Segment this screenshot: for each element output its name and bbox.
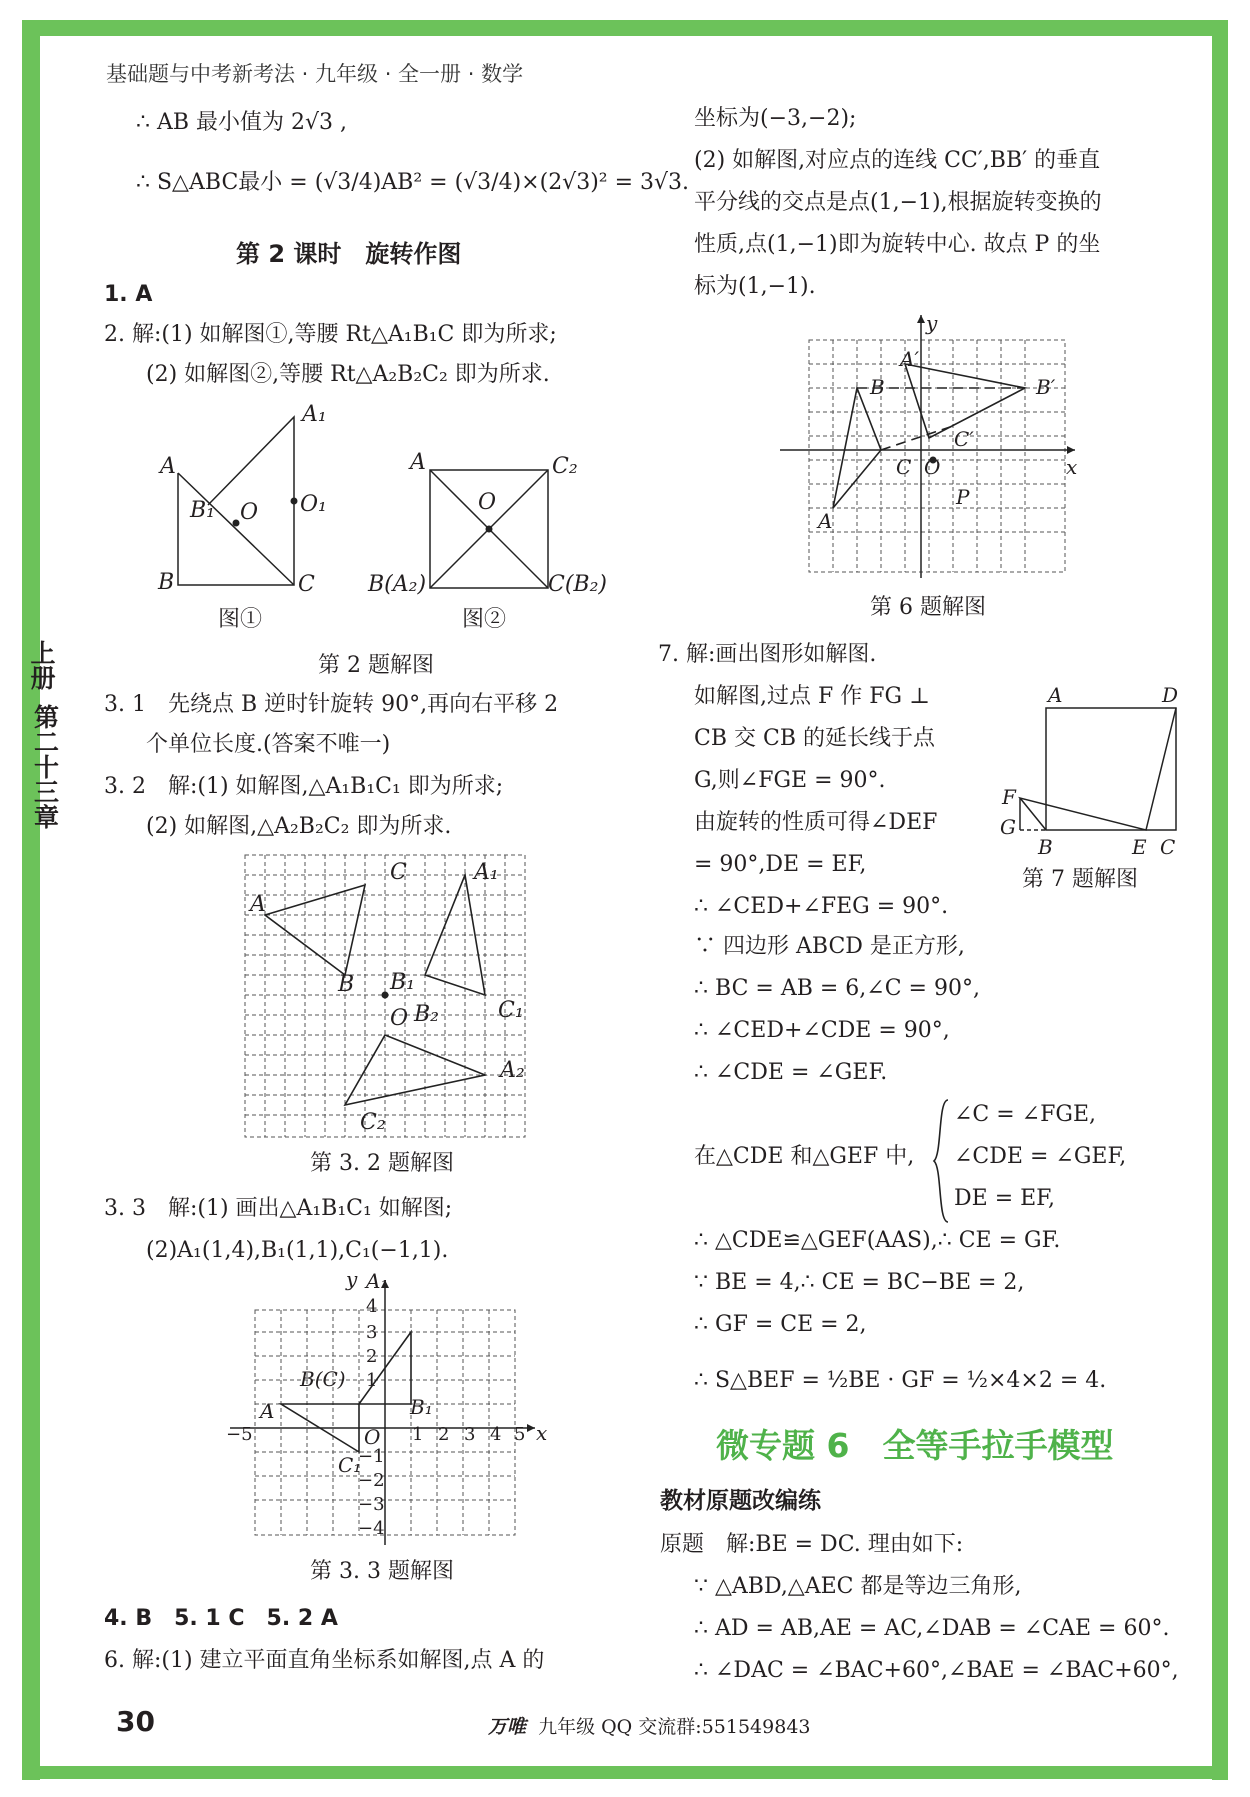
label-32-A: A (250, 892, 266, 917)
label-6-Cp: C′ (954, 427, 974, 451)
side-tab-part: 上册 (27, 640, 56, 690)
label-33-A1: A₁ (366, 1269, 389, 1293)
tick-33-x3: 3 (464, 1424, 476, 1445)
label-32-C: C (390, 860, 407, 885)
answer-32b: (2) 如解图,△A₂B₂C₂ 即为所求. (146, 814, 452, 839)
label-32-O: O (390, 1006, 409, 1031)
figure-label-1: 图① (218, 607, 263, 632)
line-r4: 性质,点(1,−1)即为旋转中心. 故点 P 的坐 (694, 232, 1101, 257)
caption-q32: 第 3. 2 题解图 (310, 1151, 454, 1176)
caption-q6: 第 6 题解图 (870, 595, 986, 620)
tick-33-y4: 4 (366, 1296, 378, 1317)
answer-7i: ∴ BC = AB = 6,∠C = 90°, (694, 976, 980, 1001)
answer-6-start: 6. 解:(1) 建立平面直角坐标系如解图,点 A 的 (104, 1648, 545, 1673)
orig-line-2: ∵ △ABD,△AEC 都是等边三角形, (694, 1574, 1022, 1599)
footer (488, 1712, 811, 1739)
answer-7m: ∴ △CDE≌△GEF(AAS),∴ CE = GF. (694, 1228, 1061, 1253)
answer-2b: (2) 如解图②,等腰 Rt△A₂B₂C₂ 即为所求. (146, 362, 550, 387)
answer-4-5: 4. B 5. 1 C 5. 2 A (104, 1606, 338, 1631)
frame-left (22, 20, 40, 1780)
tick-33-ym3: −3 (358, 1494, 385, 1515)
orig-line-4: ∴ ∠DAC = ∠BAC+60°,∠BAE = ∠BAC+60°, (694, 1658, 1179, 1683)
tick-33-ym1: −1 (358, 1446, 385, 1467)
line-r5: 标为(1,−1). (694, 274, 816, 299)
label-33-y: y (346, 1267, 358, 1291)
label-6-Bp: B′ (1036, 375, 1056, 399)
answer-7g: ∴ ∠CED+∠FEG = 90°. (694, 894, 949, 919)
brace (932, 1098, 952, 1224)
running-header: 基础题与中考新考法 · 九年级 · 全一册 · 数学 (106, 62, 524, 86)
orig-line-3: ∴ AD = AB,AE = AC,∠DAB = ∠CAE = 60°. (694, 1616, 1170, 1641)
label-33-A: A (260, 1399, 275, 1423)
frame-top (22, 20, 1228, 36)
brace-line-1: ∠C = ∠FGE, (954, 1102, 1097, 1127)
answer-33b: (2)A₁(1,4),B₁(1,1),C₁(−1,1). (146, 1238, 449, 1263)
label-32-C2: C₂ (360, 1110, 386, 1135)
label-7-C: C (1160, 835, 1176, 859)
page (40, 36, 1212, 1766)
tick-33-x5: 5 (514, 1424, 526, 1445)
label-32-A2: A₂ (500, 1058, 525, 1083)
frame-right (1212, 20, 1228, 1780)
answer-2a: 2. 解:(1) 如解图①,等腰 Rt△A₁B₁C 即为所求; (104, 322, 557, 347)
answer-7o: ∴ GF = CE = 2, (694, 1312, 867, 1337)
orig-line-1: 原题 解:BE = DC. 理由如下: (660, 1532, 964, 1557)
tick-33-xm5: −5 (226, 1424, 253, 1445)
label-6-C: C (896, 455, 912, 479)
subsection-title: 教材原题改编练 (660, 1488, 821, 1514)
line-l2: ∴ S△ABC最小 = (√3/4)AB² = (√3/4)×(2√3)² = 3√3. (136, 170, 690, 195)
figure-label-2: 图② (462, 607, 507, 632)
answer-1: 1. A (104, 282, 153, 307)
figure-7 (1010, 700, 1190, 835)
label-7-D: D (1162, 683, 1179, 707)
footer-text: 九年级 QQ 交流群:551549843 (538, 1716, 811, 1738)
label-fig1-A: A (160, 454, 176, 479)
label-6-x: x (1066, 455, 1078, 479)
answer-31b: 个单位长度.(答案不唯一) (146, 732, 391, 757)
section-title: 第 2 课时 旋转作图 (236, 240, 462, 268)
tick-33-ym4: −4 (358, 1518, 385, 1539)
page-number: 30 (116, 1705, 155, 1738)
answer-7e: 由旋转的性质可得∠DEF (694, 810, 938, 835)
label-33-O: O (364, 1425, 381, 1449)
tick-33-y2: 2 (366, 1346, 378, 1367)
answer-7l: 在△CDE 和△GEF 中, (694, 1144, 915, 1169)
line-r3: 平分线的交点是点(1,−1),根据旋转变换的 (694, 190, 1102, 215)
label-33-C1: C₁ (338, 1453, 362, 1477)
tick-33-y3: 3 (366, 1322, 378, 1343)
answer-7n: ∵ BE = 4,∴ CE = BC−BE = 2, (694, 1270, 1025, 1295)
label-33-x: x (536, 1421, 548, 1445)
line-r1: 坐标为(−3,−2); (694, 106, 857, 131)
tick-33-x4: 4 (490, 1424, 502, 1445)
frame-bottom (22, 1765, 1228, 1779)
label-32-C1: C₁ (498, 998, 524, 1023)
answer-33a: 3. 3 解:(1) 画出△A₁B₁C₁ 如解图; (104, 1196, 453, 1221)
side-tab (26, 640, 64, 836)
label-6-B: B (870, 375, 885, 399)
label-7-A: A (1048, 683, 1063, 707)
label-fig1-A1: A₁ (302, 402, 327, 427)
label-fig1-B: B (158, 570, 175, 595)
answer-32a: 3. 2 解:(1) 如解图,△A₁B₁C₁ 即为所求; (104, 774, 504, 799)
figure-3-2-grid (245, 855, 525, 1140)
caption-q33: 第 3. 3 题解图 (310, 1559, 454, 1584)
label-6-O: O (924, 455, 941, 479)
caption-q7: 第 7 题解图 (1022, 867, 1138, 892)
answer-7h: ∵ 四边形 ABCD 是正方形, (694, 934, 965, 959)
brace-line-2: ∠CDE = ∠GEF, (954, 1144, 1127, 1169)
answer-7f: = 90°,DE = EF, (694, 852, 867, 877)
label-32-B: B (338, 972, 355, 997)
label-32-B2: B₂ (414, 1002, 439, 1027)
answer-7j: ∴ ∠CED+∠CDE = 90°, (694, 1018, 950, 1043)
label-fig1-O1: O₁ (300, 492, 327, 517)
label-33-B1: B₁ (410, 1395, 433, 1419)
label-fig1-C: C (298, 572, 315, 597)
line-l1: ∴ AB 最小值为 2√3 , (136, 110, 348, 135)
label-32-B1: B₁ (390, 970, 415, 995)
tick-33-x2: 2 (438, 1424, 450, 1445)
answer-7d: G,则∠FGE = 90°. (694, 768, 886, 793)
tick-33-y1: 1 (366, 1370, 378, 1391)
label-6-y: y (926, 311, 938, 335)
figure-6-grid (775, 310, 1095, 580)
label-33-BC: B(C) (300, 1367, 346, 1391)
label-7-E: E (1132, 835, 1147, 859)
answer-7p: ∴ S△BEF = ½BE · GF = ½×4×2 = 4. (694, 1368, 1107, 1393)
side-tab-chapter: 第二十三章 (30, 704, 60, 829)
label-32-A1: A₁ (474, 860, 499, 885)
label-fig2-CB2: C(B₂) (548, 572, 607, 597)
label-6-A: A (818, 509, 833, 533)
label-6-P: P (956, 485, 970, 509)
footer-brand: 万唯 (488, 1716, 527, 1738)
line-r2: (2) 如解图,对应点的连线 CC′,BB′ 的垂直 (694, 148, 1101, 173)
answer-7b: 如解图,过点 F 作 FG ⊥ (694, 684, 930, 709)
label-fig2-C2: C₂ (552, 454, 578, 479)
label-fig2-O: O (478, 490, 497, 515)
answer-7a: 7. 解:画出图形如解图. (658, 642, 877, 667)
label-fig2-BA2: B(A₂) (368, 572, 427, 597)
answer-7c: CB 交 CB 的延长线于点 (694, 726, 935, 751)
answer-7k: ∴ ∠CDE = ∠GEF. (694, 1060, 888, 1085)
label-7-G: G (1000, 815, 1016, 839)
label-7-F: F (1002, 785, 1016, 809)
micro-topic-title: 微专题 6 全等手拉手模型 (716, 1426, 1114, 1465)
answer-31a: 3. 1 先绕点 B 逆时针旋转 90°,再向右平移 2 (104, 692, 559, 717)
label-fig1-B1: B₁ (190, 498, 215, 523)
tick-33-x1: 1 (412, 1424, 424, 1445)
label-6-Ap: A′ (900, 347, 919, 371)
figure-3-3-grid (230, 1280, 550, 1550)
label-fig2-A: A (410, 450, 426, 475)
tick-33-ym2: −2 (358, 1470, 385, 1491)
label-fig1-O: O (240, 500, 259, 525)
brace-line-3: DE = EF, (954, 1186, 1056, 1211)
label-7-B: B (1038, 835, 1053, 859)
caption-q2: 第 2 题解图 (318, 653, 434, 678)
